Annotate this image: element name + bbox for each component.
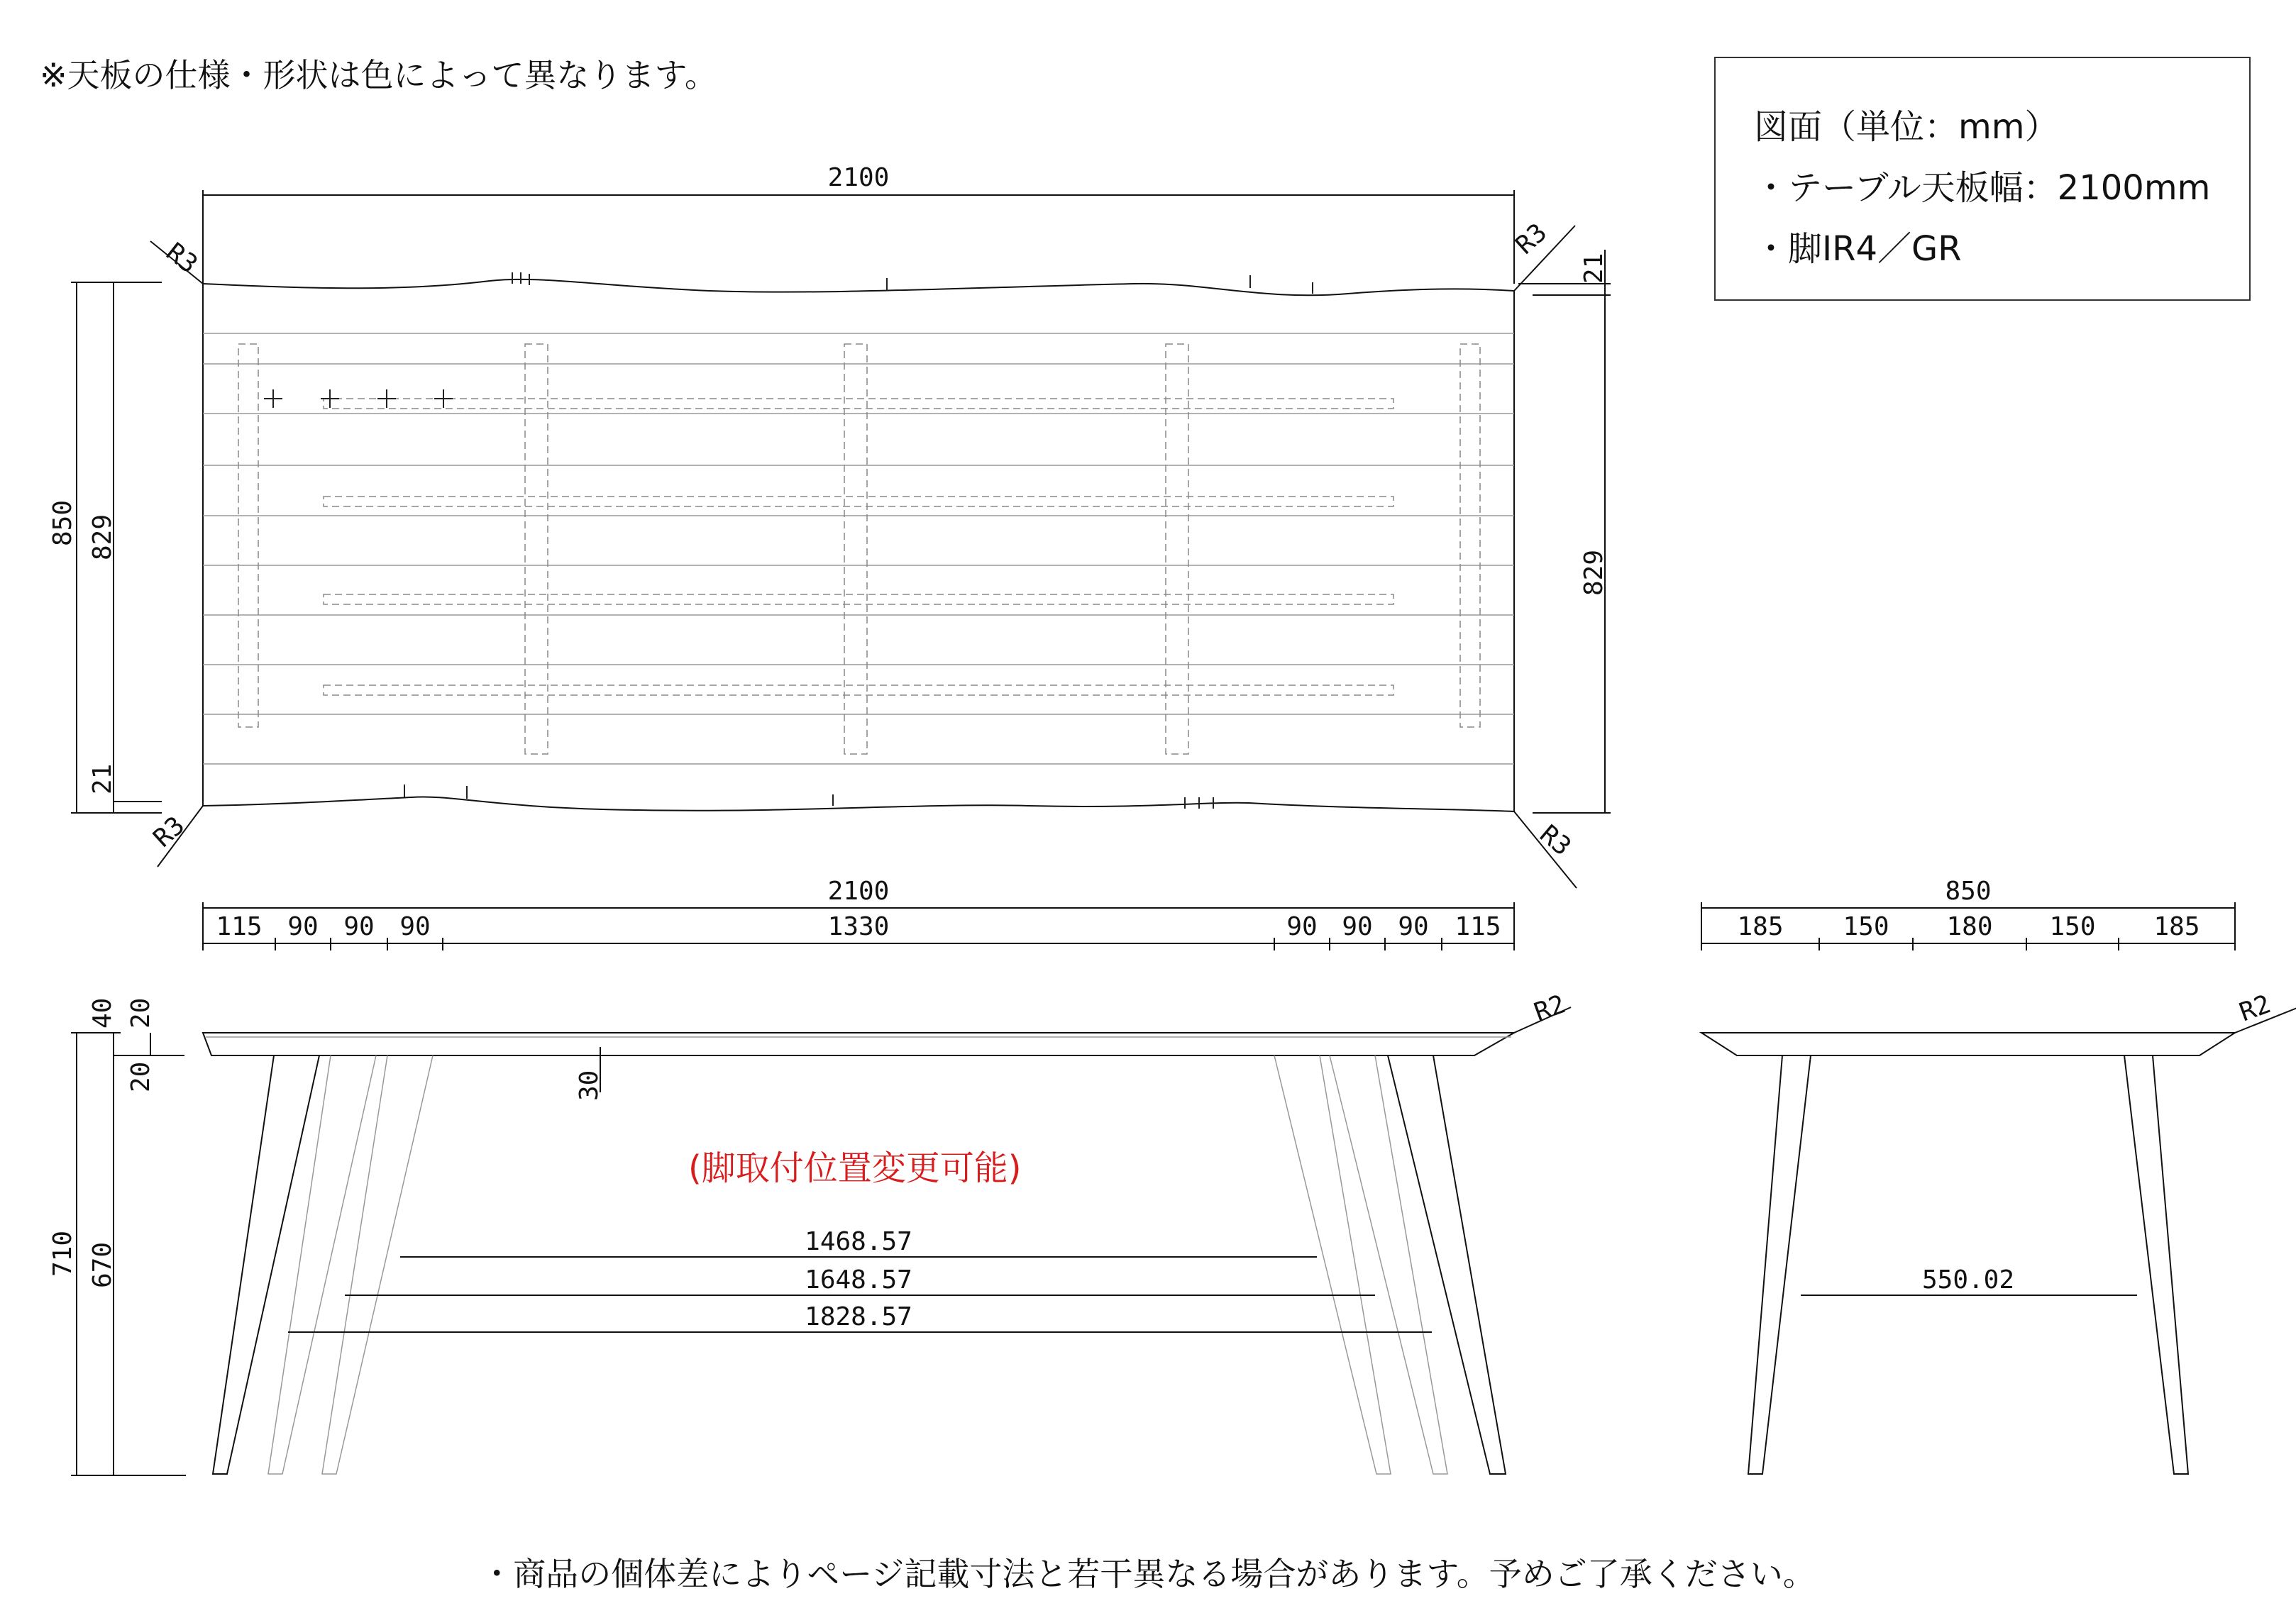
front-view [71,902,1571,1475]
top-live-edge [203,279,1514,295]
side-seg-3: 180 [1946,912,1993,941]
front-seg-2: 90 [287,912,319,941]
front-height-total: 710 [48,1230,77,1277]
side-seg-1: 185 [1737,912,1784,941]
leg-position-note: (脚取付位置変更可能) [688,1148,1022,1188]
front-width-label: 2100 [827,877,890,906]
front-height-leg: 670 [88,1241,117,1288]
radius-tr-label: R3 [1510,218,1553,260]
radius-bl-label: R3 [148,811,191,853]
radius-br-label: R3 [1534,819,1577,862]
front-seg-8: 90 [1398,912,1429,941]
front-bolt-30: 30 [575,1070,604,1101]
front-seg-7: 90 [1342,912,1373,941]
side-seg-2: 150 [1843,912,1889,941]
top-note: ※天板の仕様・形状は色によって異なります。 [40,56,717,94]
side-radius: R2 [2236,990,2275,1028]
front-top-20b: 20 [126,1061,155,1092]
front-top-40: 40 [88,997,117,1029]
front-seg-3: 90 [343,912,375,941]
side-width-label: 850 [1945,877,1992,906]
side-leg-span: 550.02 [1921,1265,2015,1295]
plan-edge-bottom: 21 [88,763,117,794]
bottom-live-edge [203,797,1514,811]
front-top-20a: 20 [126,997,155,1029]
side-seg-5: 185 [2153,912,2200,941]
leg-span-3: 1828.57 [805,1302,912,1331]
plan-width-label: 2100 [827,163,890,192]
side-view [1701,902,2296,1474]
leg-span-1: 1468.57 [805,1227,912,1256]
plan-depth-right: 829 [1579,549,1608,596]
plan-view [71,190,1611,888]
radius-tl-label: R3 [160,237,203,279]
bottom-note: ・商品の個体差によりページ記載寸法と若干異なる場合があります。予めご了承ください。 [480,1555,1816,1593]
front-seg-4: 90 [399,912,431,941]
plan-edge-top: 21 [1579,253,1608,284]
front-radius: R2 [1530,990,1569,1028]
front-seg-9: 115 [1455,912,1501,941]
spec-title: 図面（単位：mm） [1754,107,2059,147]
spec-leg: ・脚IR4／GR [1754,229,1962,269]
plan-depth-inner: 829 [88,514,117,560]
leg-span-2: 1648.57 [805,1265,912,1295]
plan-depth-total: 850 [48,499,77,546]
spec-width: ・テーブル天板幅：2100mm [1754,168,2211,208]
side-seg-4: 150 [2049,912,2096,941]
front-seg-1: 115 [216,912,263,941]
front-seg-6: 90 [1286,912,1318,941]
front-seg-5: 1330 [827,912,890,941]
